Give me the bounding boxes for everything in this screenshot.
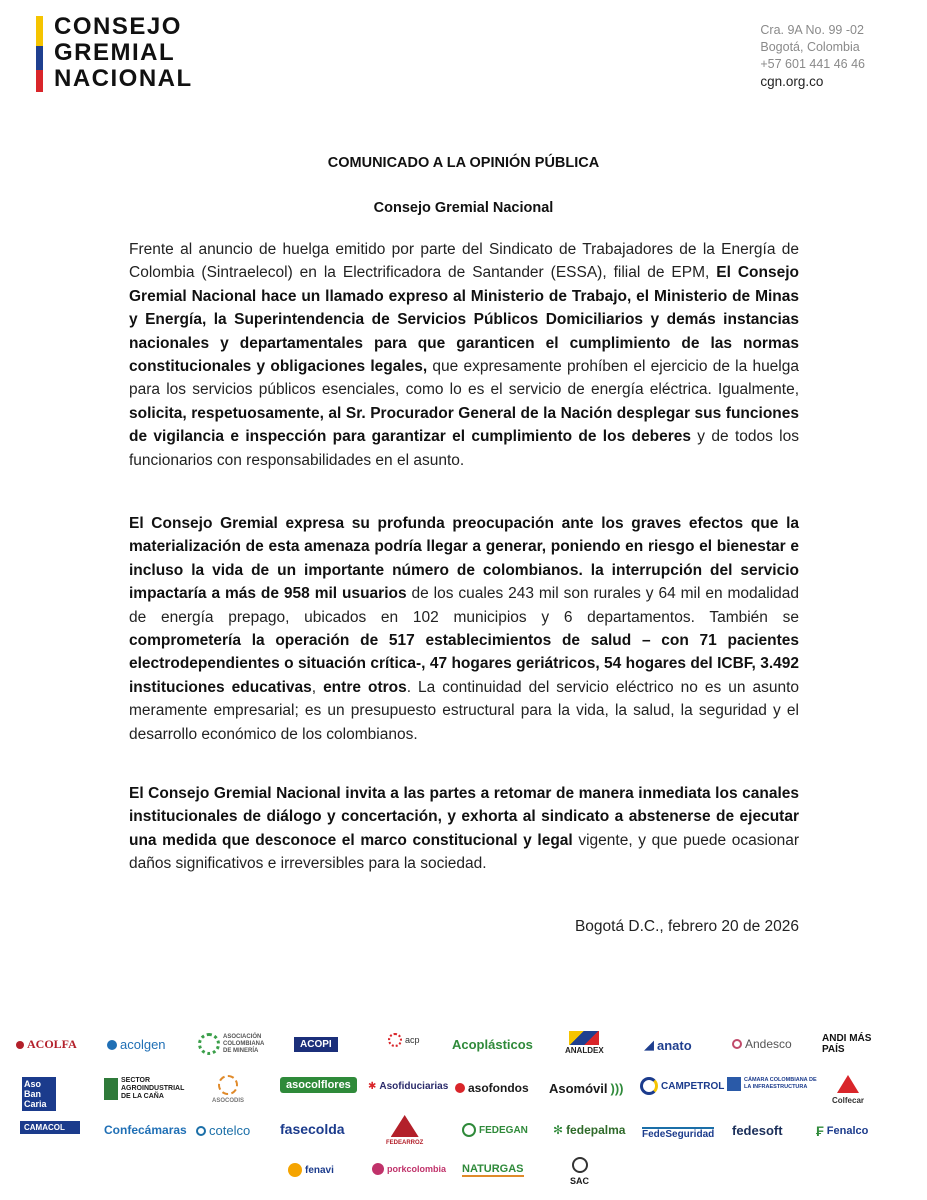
page-title: COMUNICADO A LA OPINIÓN PÚBLICA: [327, 155, 600, 171]
logo-acolgen: acolgen: [107, 1037, 166, 1052]
logo-line-1: CONSEJO: [54, 13, 182, 40]
website-link[interactable]: cgn.org.co: [760, 74, 824, 89]
p2-text-2: ,: [311, 678, 324, 696]
logo-asofiduciarias: ✱ Asofiduciarias: [368, 1081, 449, 1092]
logo-line-3: NACIONAL: [54, 65, 193, 92]
logo-cotelco: cotelco: [196, 1123, 250, 1138]
logo-camacol: CAMACOL: [20, 1121, 80, 1134]
page-subtitle: Consejo Gremial Nacional: [373, 200, 554, 216]
logo-asocodis: ASOCODIS: [212, 1075, 244, 1104]
paragraph-2: [129, 512, 799, 746]
logo-naturgas: NATURGAS: [462, 1163, 524, 1175]
logo-acoplasticos: Acoplásticos: [452, 1037, 533, 1052]
logo-fedegan: FEDEGAN: [462, 1123, 528, 1137]
logo-campetrol: CAMPETROL: [640, 1077, 724, 1095]
paragraph-1: [129, 238, 799, 472]
logo-sac: SAC: [570, 1157, 589, 1186]
p2-text-3: . La continuidad del servicio eléctrico no es un asunto meramente empresarial; es un presupuesto estructural para la vida, la salud, la seguridad y el desarrollo económico de los colombianos.: [129, 678, 799, 743]
cgn-logo: [36, 13, 196, 94]
date-line: Bogotá D.C., febrero 20 de 2026: [574, 918, 799, 935]
address-line-1: Cra. 9A No. 99 -02: [760, 23, 864, 37]
p1-bold-2: solicita, respetuosamente, al Sr. Procurador General de la Nación desplegar sus funciones de vigilancia e inspección para garantizar el cumplimiento de los deberes: [129, 404, 799, 446]
logo-porkcolombia: porkcolombia: [372, 1163, 446, 1175]
logo-acp: acp: [388, 1033, 420, 1047]
logo-acolfa: ACOLFA: [16, 1037, 77, 1052]
logo-asomovil: Asomóvil ))): [549, 1081, 624, 1096]
logo-fenavi: fenavi: [288, 1163, 334, 1177]
p2-bold-3: entre otros: [323, 678, 407, 696]
logo-andi: ANDI MÁS PAÍS: [822, 1033, 872, 1055]
member-logos-grid: [12, 1025, 912, 1195]
logo-asocana: SECTOR AGROINDUSTRIAL DE LA CAÑA: [104, 1077, 182, 1101]
logo-cci: CÁMARA COLOMBIANA DE LA INFRAESTRUCTURA: [727, 1077, 817, 1091]
p3-text-1: vigente, y que puede ocasionar daños significativos e irreversibles para la sociedad.: [129, 831, 799, 873]
logo-asofondos: asofondos: [455, 1081, 529, 1095]
logo-colfecar: Colfecar: [832, 1075, 864, 1105]
p1-text-1: Frente al anuncio de huelga emitido por parte del Sindicato de Trabajadores de la Energía de Colombia (Sintraelecol) en la Electrificadora de Santander (ESSA), filial de EPM,: [129, 241, 799, 282]
logo-fedepalma: ✻ fedepalma: [553, 1123, 626, 1137]
logo-color-bar: [36, 16, 43, 92]
letterhead: [0, 0, 927, 110]
logo-fasecolda: fasecolda: [280, 1121, 345, 1137]
logo-fedeseguridad: FedeSeguridad: [642, 1129, 715, 1140]
logo-fedearroz: FEDEARROZ: [386, 1115, 423, 1146]
p1-text-2: que expresamente prohíben el ejercicio de la huelga para los servicios públicos esenciales, como lo es el servicio de energía eléctrica. Igualmente,: [129, 358, 799, 399]
logo-andesco: Andesco: [732, 1037, 792, 1051]
p2-text-1: de los cuales 243 mil son rurales y 64 mil en modalidad de energía prepago, ubicados en 102 municipios y 6 departamentos. También se: [129, 585, 799, 626]
p2-bold-2: comprometería la operación de 517 establecimientos de salud – con 71 pacientes electrodependientes o situación crítica-, 47 hogares geriátricos, 54 hogares del ICBF, 3.492 instituciones educativas: [129, 632, 799, 696]
contact-info: [760, 22, 865, 90]
p3-bold-1: El Consejo Gremial Nacional invita a las partes a retomar de manera inmediata los canales institucionales de diálogo y concertación, y exhorta al sindicato a abstenerse de ejecutar una medida que desconoce el marco constitucional y legal: [129, 785, 799, 849]
logo-asobancaria: Aso Ban Caria: [22, 1077, 56, 1111]
logo-line-2: GREMIAL: [54, 39, 176, 66]
paragraph-3: [129, 782, 799, 876]
logo-acm: ASOCIACIÓN COLOMBIANA DE MINERÍA: [198, 1033, 268, 1055]
logo-acopi: ACOPI: [294, 1037, 338, 1052]
p1-bold-1: El Consejo Gremial Nacional hace un llamado expreso al Ministerio de Trabajo, el Ministerio de Minas y Energía, la Superintendencia de Servicios Públicos Domiciliarios y demás instancias nacionales y departamentales para que garanticen el cumplimiento de las normas constitucionales y obligaciones legales,: [129, 264, 799, 376]
logo-analdex: ANALDEX: [565, 1031, 604, 1055]
logo-asocolflores: asocolflores: [280, 1077, 357, 1093]
logo-fenalco: ₣ Fenalco: [816, 1123, 869, 1139]
logo-fedesoft: fedesoft: [732, 1123, 783, 1138]
logo-confecamaras: Confecámaras: [104, 1123, 187, 1137]
logo-anato: ◢ anato: [644, 1037, 692, 1053]
p2-bold-1: El Consejo Gremial expresa su profunda preocupación ante los graves efectos que la materialización de esta amenaza podría llegar a generar, poniendo en riesgo el bienestar e incluso la vida de un importante número de colombianos. la interrupción del servicio impactaría a más de 958 mil usuarios: [129, 515, 799, 603]
address-line-2: Bogotá, Colombia: [760, 40, 860, 54]
phone: +57 601 441 46 46: [760, 57, 865, 71]
p1-text-3: y de todos los funcionarios con responsabilidades en el asunto.: [129, 428, 799, 469]
